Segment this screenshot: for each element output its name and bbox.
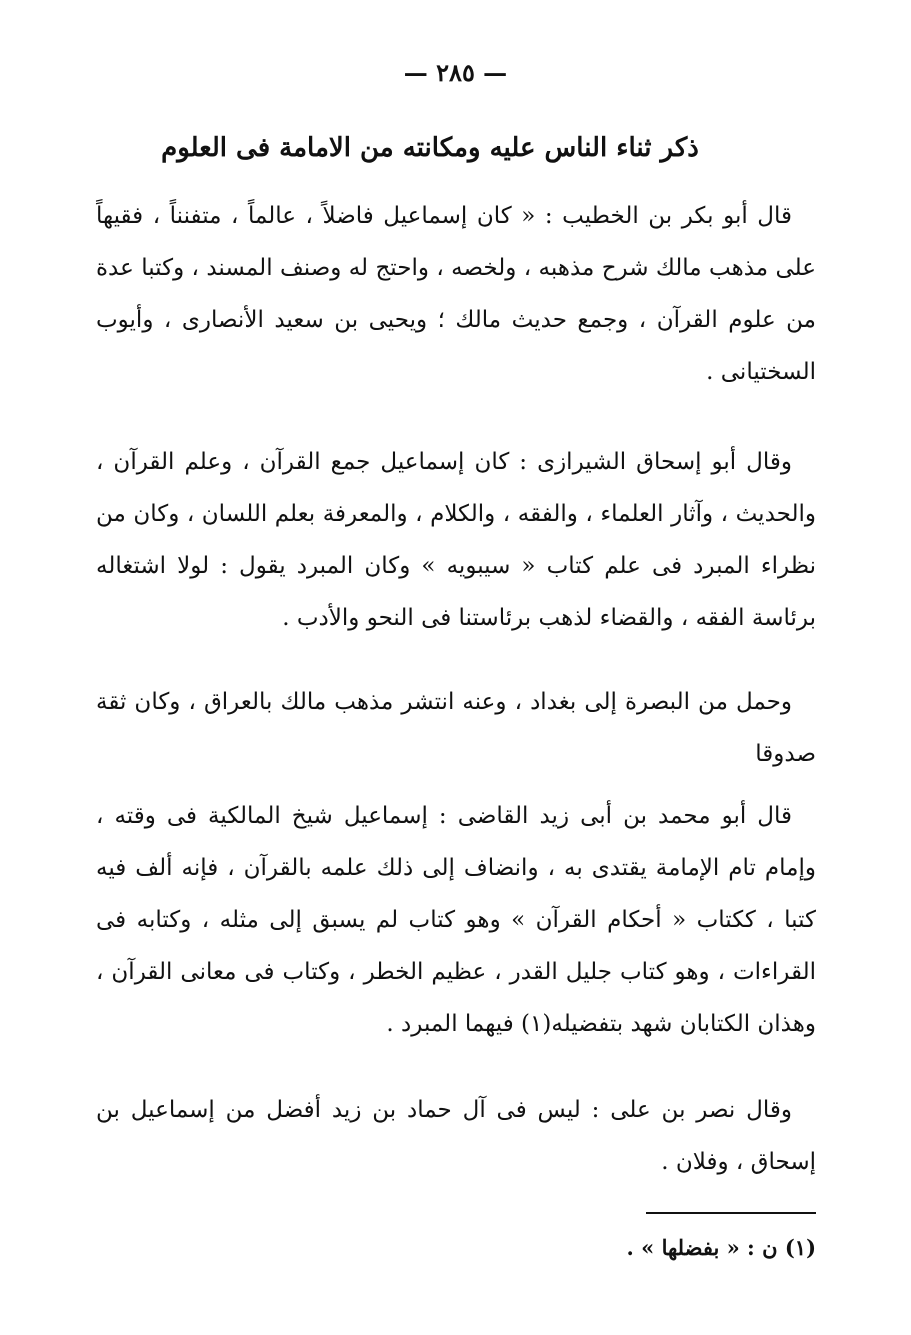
paragraph-text: وقال نصر بن على : ليس فى آل حماد بن زيد أفضل من إسماعيل بن إسحاق ، وفلان . — [96, 1097, 816, 1175]
footnote: (١) ن : « بفضلها » . — [626, 1235, 816, 1260]
paragraph-abi-zayd — [96, 790, 816, 1050]
paragraph-text: وحمل من البصرة إلى بغداد ، وعنه انتشر مذهب مالك بالعراق ، وكان ثقة صدوقا — [96, 689, 816, 767]
paragraph-text: وقال أبو إسحاق الشيرازى : كان إسماعيل جمع القرآن ، وعلم القرآن ، والحديث ، وآثار العلماء ، والفقه ، والكلام ، والمعرفة بعلم اللسان ، وكان من نظراء المبرد فى علم كتاب « سيبويه » وكان المبرد يقول : لولا اشتغاله برئاسة الفقه ، والقضاء لذهب برئاستنا فى النحو والأدب . — [96, 449, 816, 631]
paragraph-shirazi — [96, 436, 816, 644]
paragraph-basra — [96, 676, 816, 780]
paragraph-khatib — [96, 190, 816, 398]
paragraph-nasr — [96, 1084, 816, 1188]
footnote-divider — [646, 1212, 816, 1214]
page-number: — ٢٨٥ — — [403, 58, 508, 87]
paragraph-text: قال أبو بكر بن الخطيب : « كان إسماعيل فاضلاً ، عالماً ، متفنناً ، فقيهاً على مذهب مالك شرح مذهبه ، ولخصه ، واحتج له وصنف المسند ، وكتبا عدة من علوم القرآن ، وجمع حديث مالك ؛ ويحيى بن سعيد الأنصارى ، وأيوب السختيانى . — [96, 203, 816, 385]
section-heading: ذكر ثناء الناس عليه ومكانته من الامامة فى العلوم — [161, 133, 699, 163]
paragraph-text: قال أبو محمد بن أبى زيد القاضى : إسماعيل شيخ المالكية فى وقته ، وإمام تام الإمامة يقتدى به ، وانضاف إلى ذلك علمه بالقرآن ، فإنه ألف فيه كتبا ، ككتاب « أحكام القرآن » وهو كتاب لم يسبق إلى مثله ، وكتابه فى القراءات ، وهو كتاب جليل القدر ، عظيم الخطر ، وكتاب فى معانى القرآن ، وهذان الكتابان شهد بتفضيله(١) فيهما المبرد . — [96, 803, 816, 1037]
